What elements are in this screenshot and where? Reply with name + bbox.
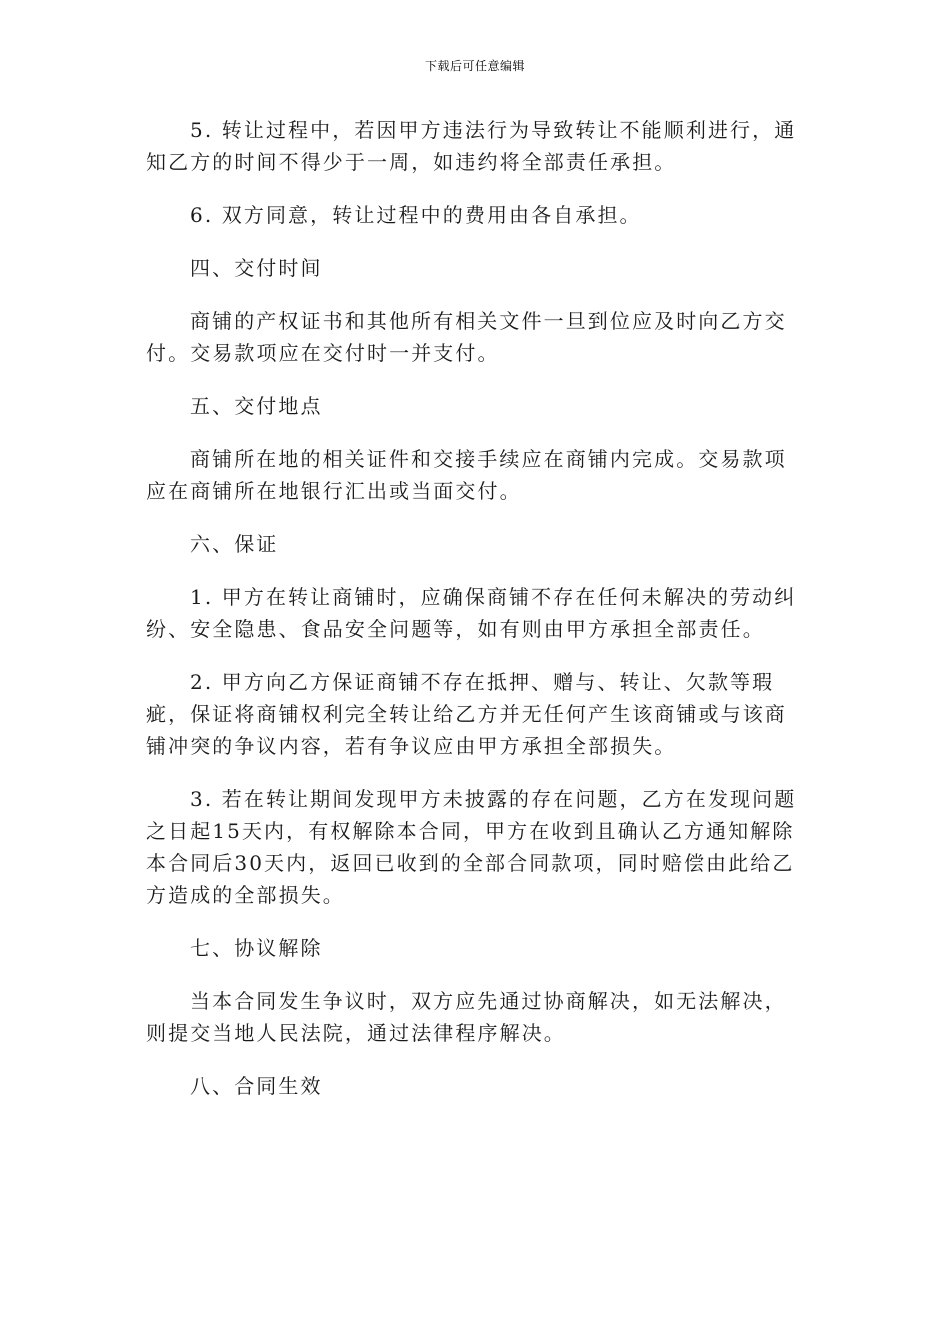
guarantee-clause-3: 3. 若在转让期间发现甲方未披露的存在问题，乙方在发现问题之日起15天内，有权解除本合同，甲方在收到且确认乙方通知解除本合同后30天内，返回已收到的全部合同款项，同时赔偿由此给乙方造成的全部损失。 <box>146 787 797 907</box>
section-heading-delivery-time: 四、交付时间 <box>190 256 323 280</box>
section-heading-guarantee: 六、保证 <box>190 532 279 556</box>
guarantee-clause-1: 1. 甲方在转让商铺时，应确保商铺不存在任何未解决的劳动纠纷、安全隐患、食品安全问题等，如有则由甲方承担全部责任。 <box>146 585 797 641</box>
section-heading-delivery-place: 五、交付地点 <box>190 394 323 418</box>
termination-paragraph: 当本合同发生争议时，双方应先通过协商解决，如无法解决，则提交当地人民法院，通过法律程序解决。 <box>146 989 787 1045</box>
section-heading-effectiveness: 八、合同生效 <box>190 1074 323 1098</box>
document-body <box>146 114 806 1123</box>
clause-6-paragraph: 6. 双方同意，转让过程中的费用由各自承担。 <box>190 203 642 227</box>
clause-5-paragraph: 5. 转让过程中，若因甲方违法行为导致转让不能顺利进行，通知乙方的时间不得少于一周，如违约将全部责任承担。 <box>146 118 797 174</box>
delivery-place-paragraph: 商铺所在地的相关证件和交接手续应在商铺内完成。交易款项应在商铺所在地银行汇出或当面交付。 <box>146 447 787 503</box>
delivery-time-paragraph: 商铺的产权证书和其他所有相关文件一旦到位应及时向乙方交付。交易款项应在交付时一并支付。 <box>146 309 787 365</box>
page-header-note: 下载后可任意编辑 <box>424 59 525 73</box>
guarantee-clause-2: 2. 甲方向乙方保证商铺不存在抵押、赠与、转让、欠款等瑕疵，保证将商铺权利完全转让给乙方并无任何产生该商铺或与该商铺冲突的争议内容，若有争议应由甲方承担全部损失。 <box>146 670 787 758</box>
section-heading-termination: 七、协议解除 <box>190 936 323 960</box>
